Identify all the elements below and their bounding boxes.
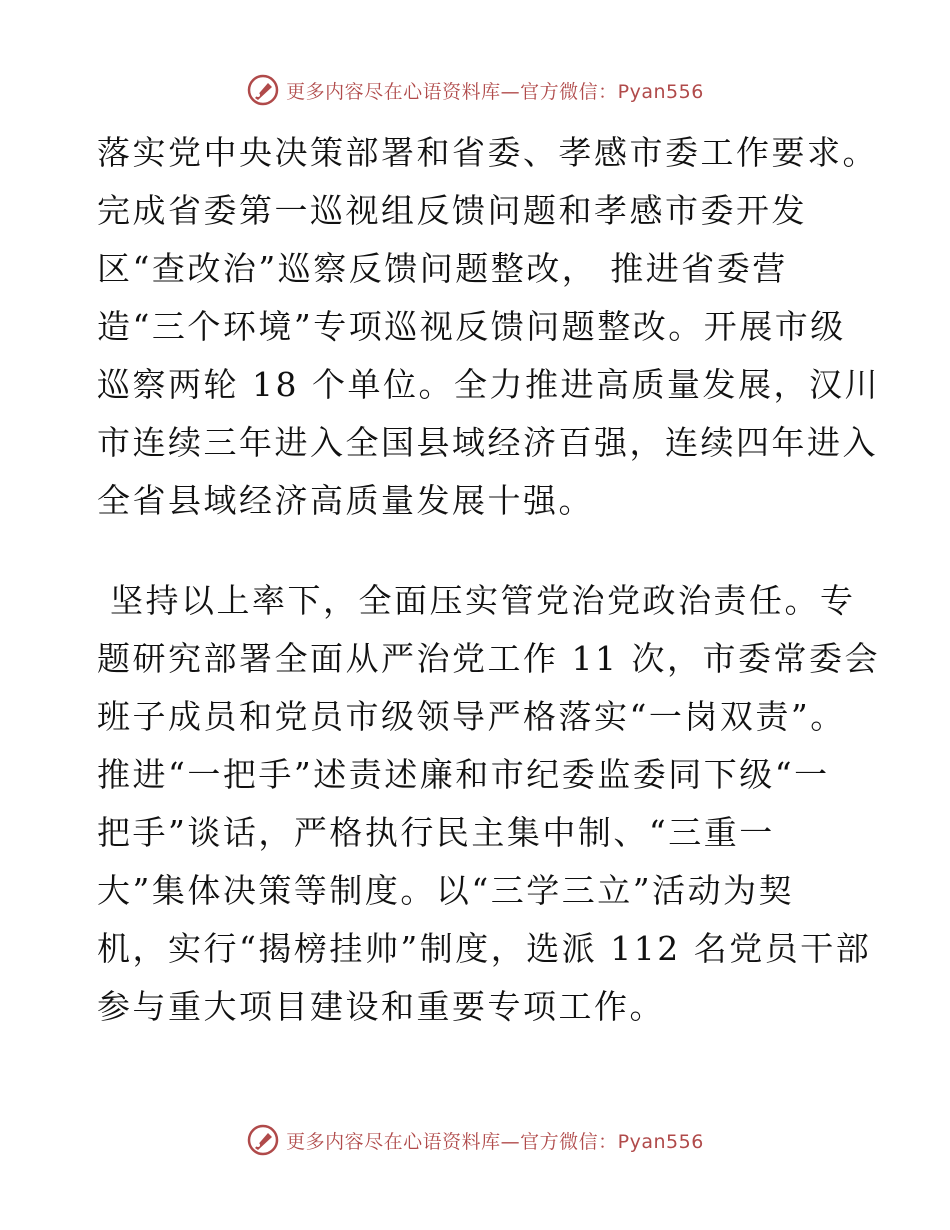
banner-text: 更多内容尽在心语资料库—官方微信：Pyan556 [286, 80, 704, 103]
text-line: 落实党中央决策部署和省委、孝感市委工作要求。 [97, 133, 878, 172]
text-line: 坚持以上率下，全面压实管党治党政治责任。专 [97, 581, 856, 620]
text-line: 大”集体决策等制度。以“三学三立”活动为契 [97, 871, 795, 910]
paragraph-gap [97, 530, 857, 572]
pen-nib-logo-icon [246, 73, 280, 107]
text-line: 班子成员和党员市级领导严格落实“一岗双责”。 [97, 697, 846, 736]
footer-banner [0, 1120, 950, 1160]
text-line: 完成省委第一巡视组反馈问题和孝感市委开发 [97, 191, 807, 230]
text-line: 区“查改治”巡察反馈问题整改， 推进省委营 [97, 249, 788, 288]
text-line: 参与重大项目建设和重要专项工作。 [97, 987, 665, 1026]
banner-text: 更多内容尽在心语资料库—官方微信：Pyan556 [286, 1130, 704, 1153]
text-line: 机，实行“揭榜挂帅”制度，选派 112 名党员干部 [97, 929, 872, 968]
text-line: 造“三个环境”专项巡视反馈问题整改。开展市级 [97, 307, 846, 346]
pen-nib-logo-icon [246, 1123, 280, 1157]
text-line: 推进“一把手”述责述廉和市纪委监委同下级“一 [97, 755, 830, 794]
header-banner [0, 70, 950, 110]
text-line: 市连续三年进入全国县域经济百强，连续四年进入 [97, 423, 878, 462]
paragraph-2 [97, 572, 880, 1036]
text-line: 全省县域经济高质量发展十强。 [97, 481, 594, 520]
text-line: 巡察两轮 18 个单位。全力推进高质量发展，汉川 [97, 365, 880, 404]
paragraph-1 [97, 124, 880, 530]
text-line: 题研究部署全面从严治党工作 11 次，市委常委会 [97, 639, 880, 678]
text-line: 把手”谈话，严格执行民主集中制、“三重一 [97, 813, 775, 852]
document-body [97, 124, 880, 1036]
